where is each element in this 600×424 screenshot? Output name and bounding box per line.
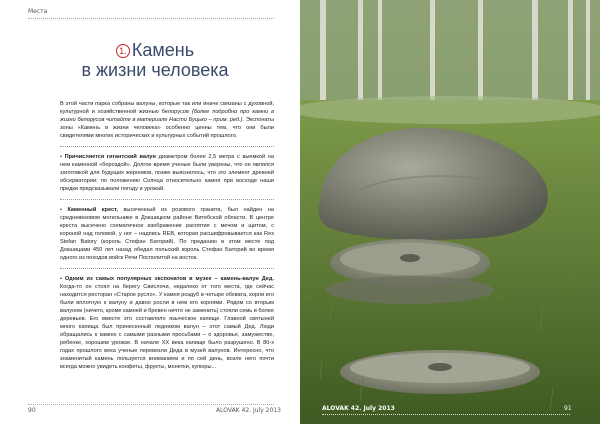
item-text: Когда-то он стоял на берегу Свислочи, недалеко от того места, где сейчас находится ресторан «Старое русло». У камня роздуб в четыре обхвата, корни его были вплотную к валуну и давно росли в нем его корнями. Рядом со вторым валуном (ничего, кроме камней и бревен ничто не заменить) стояли семь и более деревьев. Его вместе это составляло языческое капище. Главной святыней много капища был принесенный ледником валун – этот самый Дед. Люди обращались к камню с самыми разными просьбами – о здоровье, замужестве, ребенке, хорошем урожае. В начале XX века капище было разрушено. В 80-х годах прошлого века ученые перевезли Деда в музей валунов. Интересно, что знаменитый камень пользуется вниманием и по сей день, возле него почти всегда можно увидеть конфеты, фрукты, монетки, купюры... <box>60 284 275 370</box>
article-body <box>60 100 274 377</box>
top-divider <box>28 18 274 19</box>
item-lead: Каменный крест, <box>67 207 118 213</box>
intro-paragraph <box>60 100 274 140</box>
bottom-divider <box>28 404 274 405</box>
item-text: диаметром более 2,5 метра с выемкой на нем каменной «бороздой». Долгое время ученые были уверены, что он являлся заготовкой для будущих жерновов, позже выяснилось, что это элемент древней обсерватории: по положению Солнца относительно камня при восходе наши предки предсказывали погоду и урожай. <box>60 154 274 192</box>
boulders-photo <box>300 0 600 424</box>
item-lead: Одним из самых популярных экспонатов в музее – камень-валун Дед. <box>64 276 274 282</box>
intro-note: (более подробно про камни в жизни белорусов читайте в материале Насти Буцько – прим. ред.). <box>60 109 274 123</box>
intro-tail: Экспонаты зоны «Камень в жизни человека» особенно ценны тем, что они были свидетелями многих исторических и культурных событий прошлого. <box>60 117 274 139</box>
bottom-divider-right <box>322 414 570 415</box>
right-page-photo <box>300 0 600 424</box>
item-paragraph: • Каменный крест, высеченный из розового гранита, был найден на средневековом могильнике в Докшицком районе Витебской области. В центре креста высечено схематичное изображение распятия с мечом и щитом, с короной над головой, у ног – надпись REB, которая расшифровывается как Rex Stefan Batory (король Стефан Баторий). По преданию в этом месте под Докшицами 450 лет назад обедал польский король Стефан Баторий во время одного из походов войск Речи Посполитой на восток. <box>60 207 274 261</box>
intro-text: В этой части парка собраны валуны, которые так или иначе связаны с духовной, культурной и хозяйственной жизнью белорусов <box>60 101 274 115</box>
title-number-badge: 1. <box>116 44 130 58</box>
title-line-1: Камень <box>131 40 195 60</box>
page-number-right: 91 <box>564 405 572 412</box>
magazine-footer-left: ALOVAK 42. July 2013 <box>216 407 281 414</box>
magazine-footer-right: ALOVAK 42. July 2013 <box>322 405 395 412</box>
paragraph-divider <box>60 146 274 147</box>
item-paragraph: • Одним из самых популярных экспонатов в музее – камень-валун Дед. Когда-то он стоял на берегу Свислочи, недалеко от того места, где сейчас находится ресторан «Старое русло». У камня роздуб в четыре обхвата, корни его были вплотную к валуну и давно росли в нем его корнями. Рядом со вторым валуном (ничего, кроме камней и бревен ничто не заменить) стояли семь и более деревьев. Его вместе это составляло языческое капище. Главной святыней много капища был принесенный ледником валун – этот самый Дед. Люди обращались к камню с самыми разными просьбами – о здоровье, замужестве, ребенке, хорошем урожае. В начале XX века капище было разрушено. В 80-х годах прошлого века ученые перевезли Деда в музей валунов. Интересно, что знаменитый камень пользуется вниманием и по сей день, возле него почти всегда можно увидеть конфеты, фрукты, монетки, купюры... <box>60 276 275 370</box>
page-title <box>60 40 250 80</box>
page-number-left: 90 <box>28 407 36 414</box>
item-text: высеченный из розового гранита, был найден на средневековом могильнике в Докшицком районе Витебской области. В центре креста высечено схематичное изображение распятия с мечом и щитом, с короной над головой, у ног – надпись REB, которая расшифровывается как Rex Stefan Batory (король Стефан Баторий). По преданию в этом месте под Докшицами 450 лет назад обедал польский король Стефан Баторий во время одного из походов войск Речи Посполитой на восток. <box>60 207 274 261</box>
item-paragraph: • Причисляется гигантский валун диаметром более 2,5 метра с выемкой на нем каменной «бороздой». Долгое время ученые были уверены, что он являлся заготовкой для будущих жерновов, позже выяснилось, что это элемент древней обсерватории: по положению Солнца относительно камня при восходе наши предки предсказывали погоду и урожай. <box>60 154 274 192</box>
section-label: Места <box>28 8 48 15</box>
item-lead: Причисляется гигантский валун <box>64 154 156 160</box>
title-line-2: в жизни человека <box>81 60 229 80</box>
paragraph-divider <box>60 268 274 269</box>
paragraph-divider <box>60 199 274 200</box>
